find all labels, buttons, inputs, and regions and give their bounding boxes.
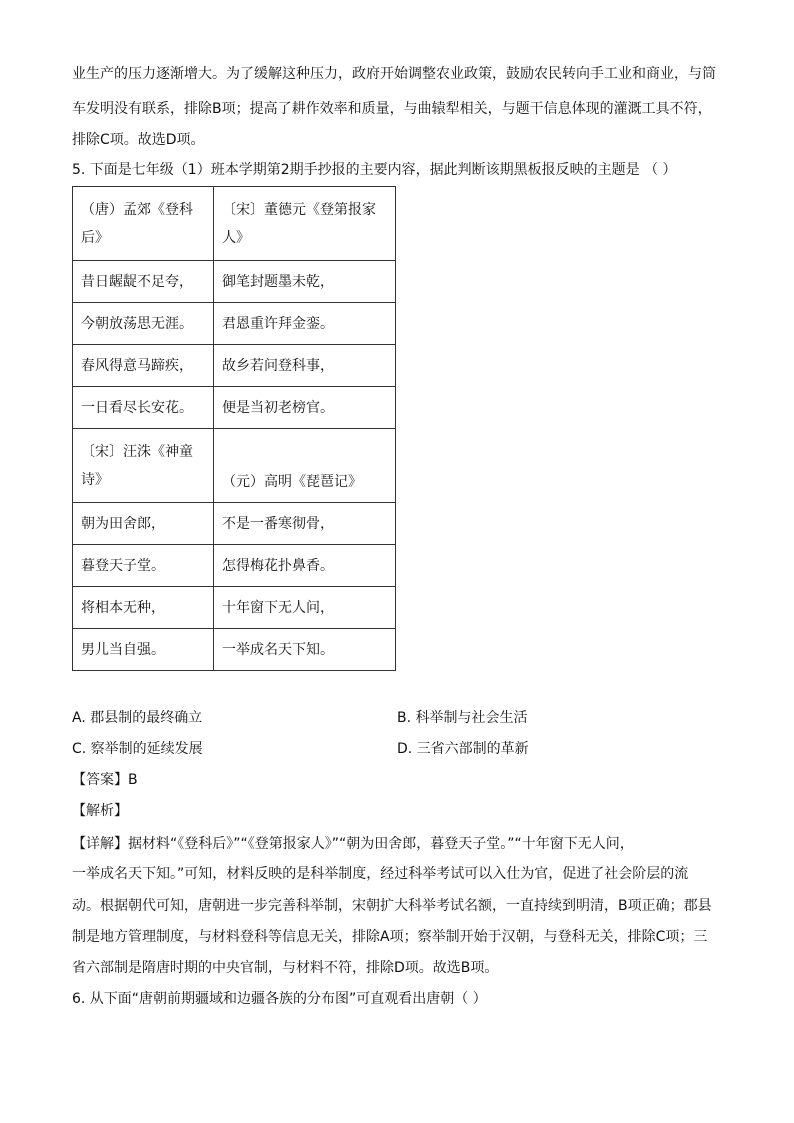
- option-d: D. 三省六部制的革新: [397, 741, 529, 757]
- option-c: C. 察举制的延续发展: [72, 741, 203, 757]
- prev-answer-line-1: 业生产的压力逐渐增大。为了缓解这种压力，政府开始调整农业政策，鼓励农民转向手工业和商业，与筒: [72, 66, 716, 82]
- table-cell: （唐）孟郊《登科后》: [73, 187, 214, 261]
- table-row: [73, 345, 396, 387]
- table-row: [73, 187, 396, 261]
- table-cell: 朝为田舍郎，: [73, 503, 214, 545]
- answer-label: 【答案】B: [72, 772, 138, 788]
- detail-line-3: 动。根据朝代可知，唐朝进一步完善科举制，宋朝扩大科举考试名额，一直持续到明清，B项正确；郡县: [72, 898, 712, 914]
- question-5-stem: 5. 下面是七年级（1）班本学期第2期手抄报的主要内容，据此判断该期黑板报反映的主题是 （ ）: [72, 162, 677, 178]
- question-6-stem: 6. 从下面“唐朝前期疆域和边疆各族的分布图”可直观看出唐朝（ ）: [72, 991, 487, 1007]
- option-a: A. 郡县制的最终确立: [72, 710, 203, 726]
- table-cell: 一日看尽长安花。: [73, 387, 214, 429]
- table-row: [73, 429, 396, 503]
- table-cell: 故乡若问登科事，: [214, 345, 396, 387]
- table-cell: 君恩重许拜金銮。: [214, 303, 396, 345]
- prev-answer-line-3: 排除C项。故选D项。: [72, 132, 205, 148]
- table-cell: 暮登天子堂。: [73, 545, 214, 587]
- table-cell: 一举成名天下知。: [214, 629, 396, 671]
- table-cell: 将相本无种，: [73, 587, 214, 629]
- table-row: [73, 387, 396, 429]
- poem-table: [72, 186, 396, 671]
- prev-answer-line-2: 车发明没有联系，排除B项；提高了耕作效率和质量，与曲辕犁相关，与题干信息体现的灌溉工具不符，: [72, 101, 712, 117]
- table-cell: 不是一番寒彻骨，: [214, 503, 396, 545]
- table-row: [73, 503, 396, 545]
- table-cell: 男儿当自强。: [73, 629, 214, 671]
- detail-line-4: 制是地方管理制度，与材料登科等信息无关，排除A项；察举制开始于汉朝，与登科无关，排除C项；三: [72, 929, 708, 945]
- table-row: [73, 545, 396, 587]
- table-cell: 十年窗下无人问，: [214, 587, 396, 629]
- table-row: [73, 303, 396, 345]
- table-cell: 〔宋〕董德元《登第报家人》: [214, 187, 396, 261]
- table-cell: 今朝放荡思无涯。: [73, 303, 214, 345]
- option-b: B. 科举制与社会生活: [397, 710, 528, 726]
- detail-line-5: 省六部制是隋唐时期的中央官制，与材料不符，排除D项。故选B项。: [72, 960, 499, 976]
- table-cell: 便是当初老榜官。: [214, 387, 396, 429]
- table-cell: 春风得意马蹄疾，: [73, 345, 214, 387]
- table-row: [73, 629, 396, 671]
- table-cell: 御笔封题墨未乾，: [214, 261, 396, 303]
- table-cell: 怎得梅花扑鼻香。: [214, 545, 396, 587]
- detail-line-1: 【详解】据材料“《登科后》”“《登第报家人》”“朝为田舍郎，暮登天子堂。”“十年窗下无人问，: [72, 836, 634, 852]
- table-cell: （元）高明《琵琶记》: [214, 429, 396, 503]
- table-cell: 昔日龌龊不足夸，: [73, 261, 214, 303]
- detail-line-2: 一举成名天下知。”可知，材料反映的是科举制度，经过科举考试可以入仕为官，促进了社会阶层的流: [72, 866, 689, 882]
- table-cell: 〔宋〕汪洙《神童诗》: [73, 429, 214, 503]
- table-row: [73, 261, 396, 303]
- analysis-label: 【解析】: [72, 803, 128, 819]
- table-row: [73, 587, 396, 629]
